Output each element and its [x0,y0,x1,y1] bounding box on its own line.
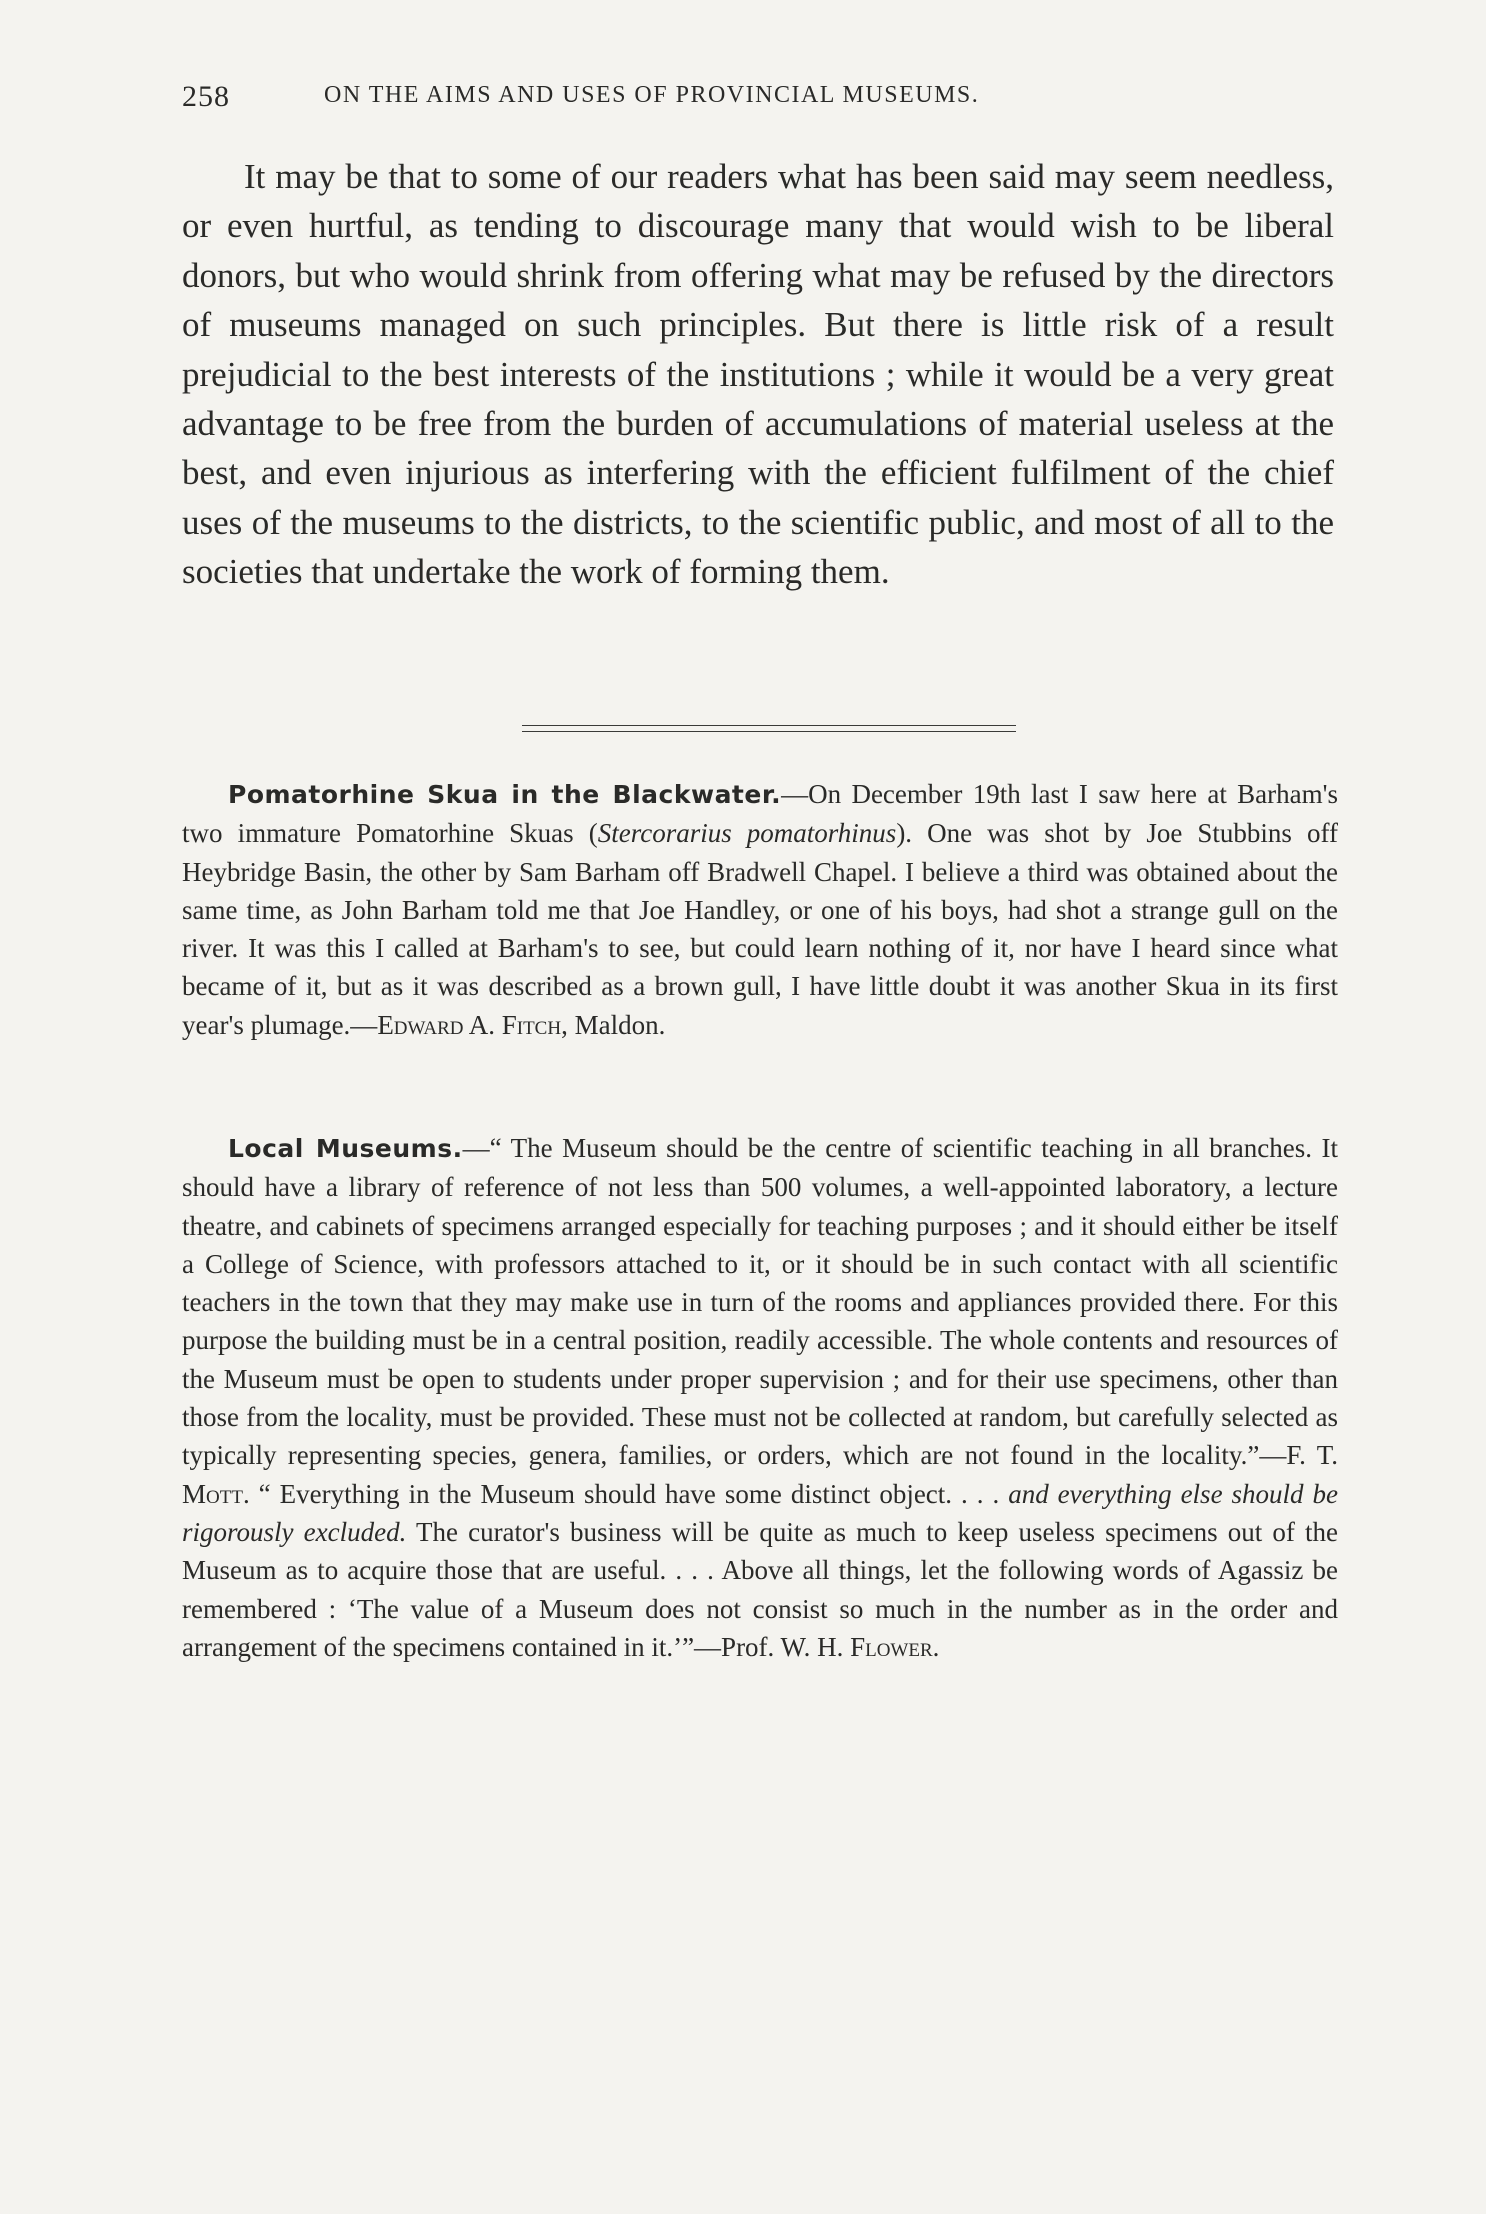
page-number: 258 [182,80,230,113]
note-text: —“ The Museum should be the centre of scientific teaching in all branches. It should have a library of reference of not less than 500 volumes, a well-appointed laboratory, a lecture theatre, and cabinets of specimens arranged especially for teaching purposes ; and it should either be itself a College of Science, with professors attached to it, or it should be in such contact with all scientific teachers in the town that they may make use in turn of the rooms and appliances provided there. For this purpose the building must be in a central position, readily accessible. The whole contents and resources of the Museum must be open to students under proper supervision ; and for their use specimens, other than those from the locality, must be provided. These must not be collected at random, but carefully selected as typically representing species, genera, families, or orders, which are not found in the locality.”—F. T. [182,1133,1338,1471]
note-text: ). One was shot by Joe Stubbins off Heybridge Basin, the other by Sam Barham off Bradwell Chapel. I believe a third was obtained about the same time, as John Barham told me that Joe Handley, or one of his boys, had shot a strange gull on the river. It was this I called at Barham's to see, but could learn nothing of it, nor have I heard since what became of it, but as it was described as a brown gull, I have little doubt it was another Skua in its first year's plumage.— [182,818,1339,1040]
note-pomatorhine-skua [182,775,1338,1044]
species-name: Stercorarius pomatorhinus [597,818,897,849]
running-title: ON THE AIMS AND USES OF PROVINCIAL MUSEUMS. [324,82,980,108]
divider-line-top [522,725,1016,726]
section-divider [522,725,1016,734]
body-paragraph: It may be that to some of our readers what has been said may seem needless, or even hurtful, as tending to discourage many that would wish to be liberal donors, but who would shrink from offering what may be refused by the directors of museums managed on such principles. But there is little risk of a result prejudicial to the best interests of the institutions ; while it would be a very great advantage to be free from the burden of accumulations of material useless at the best, and even injurious as interfering with the efficient fulfilment of the chief uses of the museums to the districts, to the scientific public, and most of all to the societies that undertake the work of forming them. [182,157,1334,592]
note-author: Mott. [182,1478,250,1509]
note-text: “ Everything in the Museum should have some distinct object. . . . [249,1478,1009,1509]
note-text: —On December 19th last I saw here at Barham's two immature Pomatorhine Skuas ( [182,779,1338,849]
note-title: Local Museums. [228,1134,463,1163]
note-place: , Maldon. [561,1009,666,1040]
note-author: Edward A. Fitch [377,1009,562,1040]
note-local-museums [182,1129,1338,1666]
note-title: Pomatorhine Skua in the Blackwater. [228,780,782,809]
emphasis-text: and everything else should be rigorously excluded. [182,1478,1338,1547]
divider-line-bottom [522,731,1016,732]
note-text: The curator's business will be quite as much to keep useless specimens out of the Museum as to acquire those that are useful. . . . Above all things, let the following words of Agassiz be remembered : ‘The value of a Museum does not consist so much in the number as in the order and arrangement of the specimens contained in it.’”—Prof. W. H. [182,1516,1338,1662]
running-head [182,80,1212,120]
note-author: Flower. [850,1631,940,1662]
